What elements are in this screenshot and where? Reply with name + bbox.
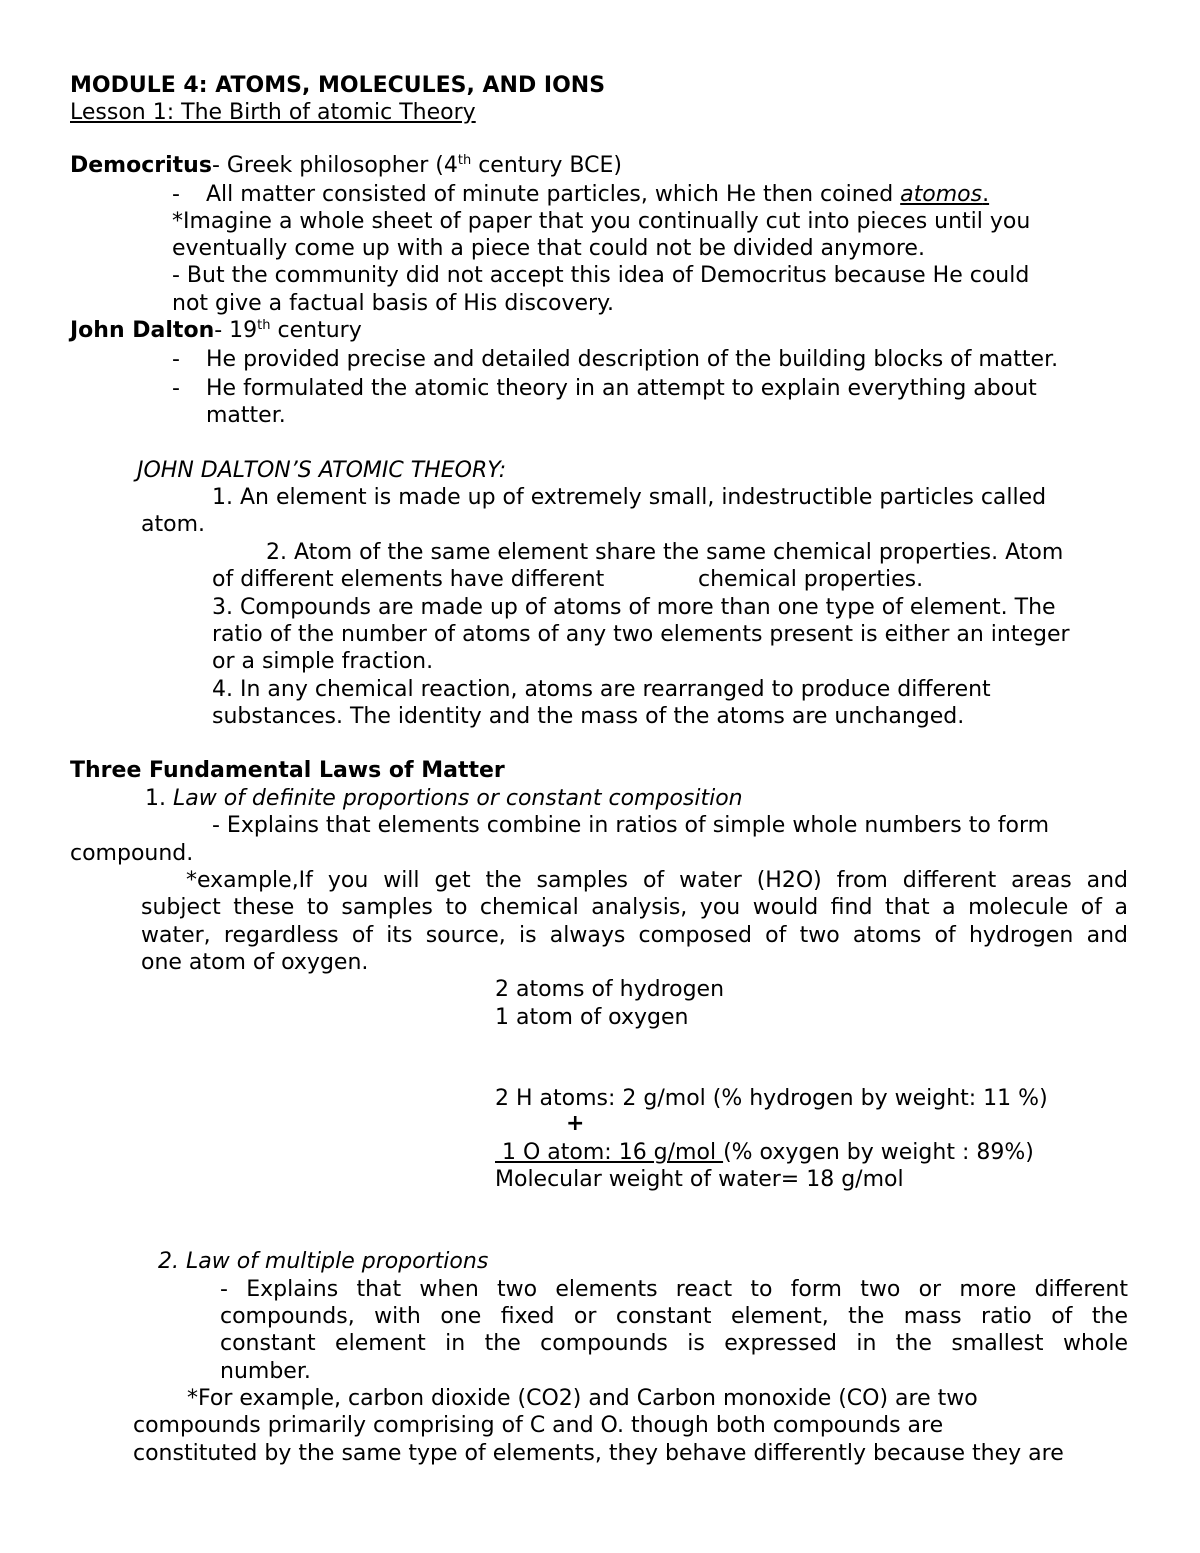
democritus-note-2-l1: - But the community did not accept this idea of Democritus because He could xyxy=(172,263,1030,288)
dalton-desc-post: century xyxy=(270,318,362,343)
theory-point-1-l2: atom. xyxy=(141,512,205,537)
calc-hydrogen: 2 H atoms: 2 g/mol (% hydrogen by weight: 11 %) xyxy=(495,1086,1048,1111)
dalton-bullet-2-l2: matter. xyxy=(206,403,286,428)
dalton-line xyxy=(70,317,362,345)
lesson-title: Lesson 1: The Birth of atomic Theory xyxy=(70,100,476,125)
bullet-text: All matter consisted of minute particles, which He then coined xyxy=(206,182,901,207)
democritus-sup: th xyxy=(457,153,472,168)
law-2-explain-l3: constant element in the compounds is expressed in the smallest whole xyxy=(220,1331,1128,1356)
theory-point-4-l2: substances. The identity and the mass of the atoms are unchanged. xyxy=(212,704,965,729)
bullet-dash: - xyxy=(172,376,180,401)
law-1-example-l2: subject these to samples to chemical analysis, you would find that a molecule of a xyxy=(141,895,1128,920)
law-1-example-l4: one atom of oxygen. xyxy=(141,950,369,975)
calc-plus: + xyxy=(566,1111,585,1136)
theory-point-1-l1: 1. An element is made up of extremely small, indestructible particles called xyxy=(212,485,1047,510)
dalton-bullet-2-l1: He formulated the atomic theory in an attempt to explain everything about xyxy=(206,376,1037,401)
law-2-explain-l2: compounds, with one fixed or constant element, the mass ratio of the xyxy=(220,1304,1128,1329)
calc-total: Molecular weight of water= 18 g/mol xyxy=(495,1167,904,1192)
theory-point-3-l1: 3. Compounds are made up of atoms of more than one type of element. The xyxy=(212,595,1056,620)
calc-oxygen xyxy=(495,1139,1034,1167)
bullet-dash: - xyxy=(172,347,180,372)
democritus-note-1-l1: *Imagine a whole sheet of paper that you continually cut into pieces until you xyxy=(172,209,1031,234)
calc-oxygen-pct: (% oxygen by weight : 89%) xyxy=(723,1140,1034,1165)
dalton-bullet-1: He provided precise and detailed description of the building blocks of matter. xyxy=(206,347,1059,372)
democritus-sep: - xyxy=(211,153,227,178)
dalton-desc: 19 xyxy=(229,318,258,343)
law-2-title: 2. Law of multiple proportions xyxy=(158,1249,489,1274)
atomos-term: atomos xyxy=(900,182,983,207)
democritus-bullet-1 xyxy=(206,181,989,209)
theory-point-4-l1: 4. In any chemical reaction, atoms are rearranged to produce different xyxy=(212,677,991,702)
theory-point-2-l2a: of different elements have different xyxy=(212,567,605,592)
calc-oxygen-mass: 1 O atom: 16 g/mol xyxy=(495,1140,724,1165)
law-1-explain-l2: compound. xyxy=(70,841,194,866)
law-1-number: 1. xyxy=(145,786,173,811)
theory-point-2-l2b: chemical properties. xyxy=(698,567,924,592)
theory-heading: JOHN DALTON’S ATOMIC THEORY: xyxy=(137,458,507,483)
ratio-hydrogen: 2 atoms of hydrogen xyxy=(495,977,725,1002)
democritus-note-2-l2: not give a factual basis of His discovery. xyxy=(172,291,614,316)
law-2-explain-l1: - Explains that when two elements react to form two or more different xyxy=(220,1277,1128,1302)
law-1-title xyxy=(145,785,743,813)
theory-point-2-l1: 2. Atom of the same element share the same chemical properties. Atom xyxy=(266,540,1064,565)
theory-point-3-l2: ratio of the number of atoms of any two elements present is either an integer xyxy=(212,622,1070,647)
law-2-example-l3: constituted by the same type of elements, they behave differently because they are xyxy=(133,1441,1064,1466)
law-1-name: Law of definite proportions or constant composition xyxy=(172,786,743,811)
law-2-explain-l4: number. xyxy=(220,1359,311,1384)
law-1-explain-l1: - Explains that elements combine in ratios of simple whole numbers to form xyxy=(212,813,1050,838)
atomos-period: . xyxy=(982,182,990,207)
law-1-example-l3: water, regardless of its source, is always composed of two atoms of hydrogen and xyxy=(141,923,1128,948)
law-1-example-l1: *example,If you will get the samples of water (H2O) from different areas and xyxy=(186,868,1128,893)
law-2-example-l2: compounds primarily comprising of C and O. though both compounds are xyxy=(133,1413,944,1438)
dalton-sep: - xyxy=(214,318,230,343)
module-title: MODULE 4: ATOMS, MOLECULES, AND IONS xyxy=(70,73,606,98)
dalton-sup: th xyxy=(257,318,271,333)
democritus-note-1-l2: eventually come up with a piece that could not be divided anymore. xyxy=(172,236,925,261)
ratio-oxygen: 1 atom of oxygen xyxy=(495,1005,689,1030)
theory-point-3-l3: or a simple fraction. xyxy=(212,649,434,674)
bullet-dash: - xyxy=(172,182,180,207)
democritus-line xyxy=(70,152,622,180)
dalton-name: John Dalton xyxy=(70,318,215,343)
democritus-name: Democritus xyxy=(70,153,212,178)
democritus-desc: Greek philosopher (4 xyxy=(226,153,458,178)
law-2-example-l1: *For example, carbon dioxide (CO2) and Carbon monoxide (CO) are two xyxy=(187,1386,978,1411)
laws-heading: Three Fundamental Laws of Matter xyxy=(70,758,505,783)
democritus-desc-post: century BCE) xyxy=(471,153,622,178)
